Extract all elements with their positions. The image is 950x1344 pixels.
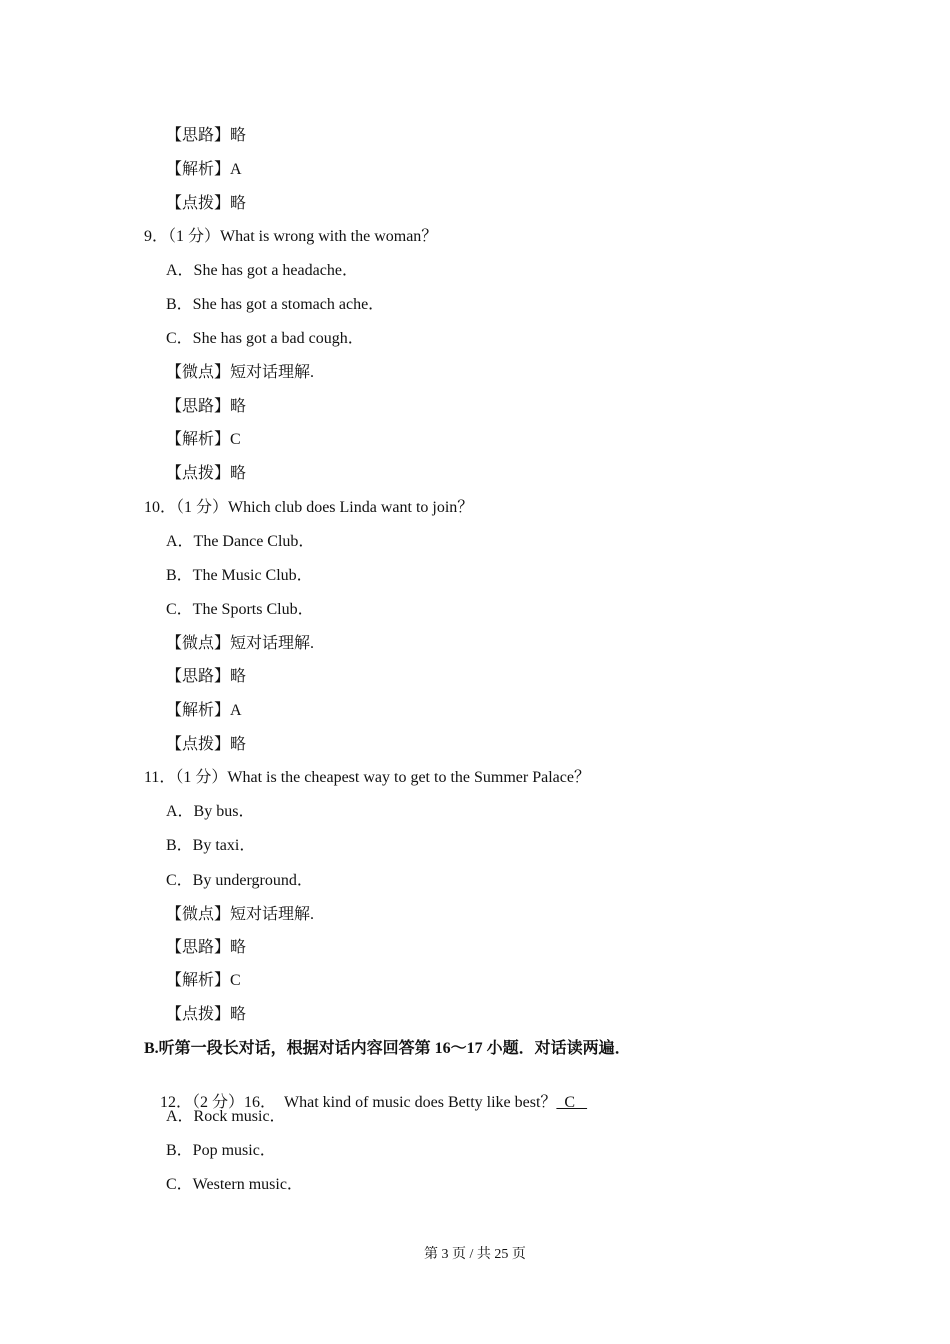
annotation-line: 【微点】短对话理解. (166, 635, 315, 652)
page-footer: 第 3 页 / 共 25 页 (424, 1247, 526, 1262)
annotation-line: 【点拨】略 (166, 736, 247, 753)
annotation-line: 【解析】A (166, 702, 242, 719)
annotation-line: 【点拨】略 (166, 195, 247, 212)
annotation-line: 【思路】略 (166, 939, 247, 956)
option-line: B．She has got a stomach ache． (166, 296, 385, 313)
question-12-text: 12．（2 分）16． What kind of music does Betty like best？ (160, 1094, 557, 1111)
question-line: 11．（1 分）What is the cheapest way to get to the Summer Palace？ (144, 769, 590, 786)
option-line: A．The Dance Club． (166, 533, 315, 550)
annotation-line: 【点拨】略 (166, 1006, 247, 1023)
annotation-line: 【解析】A (166, 161, 242, 178)
question-line: 10．（1 分）Which club does Linda want to join？ (144, 499, 474, 516)
annotation-line: 【思路】略 (166, 668, 247, 685)
option-line: A．By bus． (166, 803, 255, 820)
answer-blank: C (556, 1094, 588, 1111)
annotation-line: 【点拨】略 (166, 465, 247, 482)
annotation-line: 【微点】短对话理解. (166, 364, 315, 381)
annotation-line: 【思路】略 (166, 127, 247, 144)
option-line: C．The Sports Club． (166, 601, 314, 618)
question-line: 9．（1 分）What is wrong with the woman？ (144, 228, 438, 245)
option-line: B．Pop music． (166, 1142, 276, 1159)
option-line: B．The Music Club． (166, 567, 313, 584)
option-line: A．She has got a headache． (166, 262, 358, 279)
annotation-line: 【解析】C (166, 431, 241, 448)
annotation-line: 【思路】略 (166, 398, 247, 415)
option-line: A．Rock music． (166, 1108, 286, 1125)
option-line: C．By underground． (166, 872, 313, 889)
question-line: B.听第一段长对话，根据对话内容回答第 16～17 小题．对话读两遍． (144, 1040, 631, 1057)
option-line: C．Western music． (166, 1176, 303, 1193)
option-line: B．By taxi． (166, 837, 256, 854)
option-line: C．She has got a bad cough． (166, 330, 364, 347)
annotation-line: 【微点】短对话理解. (166, 906, 315, 923)
annotation-line: 【解析】C (166, 972, 241, 989)
